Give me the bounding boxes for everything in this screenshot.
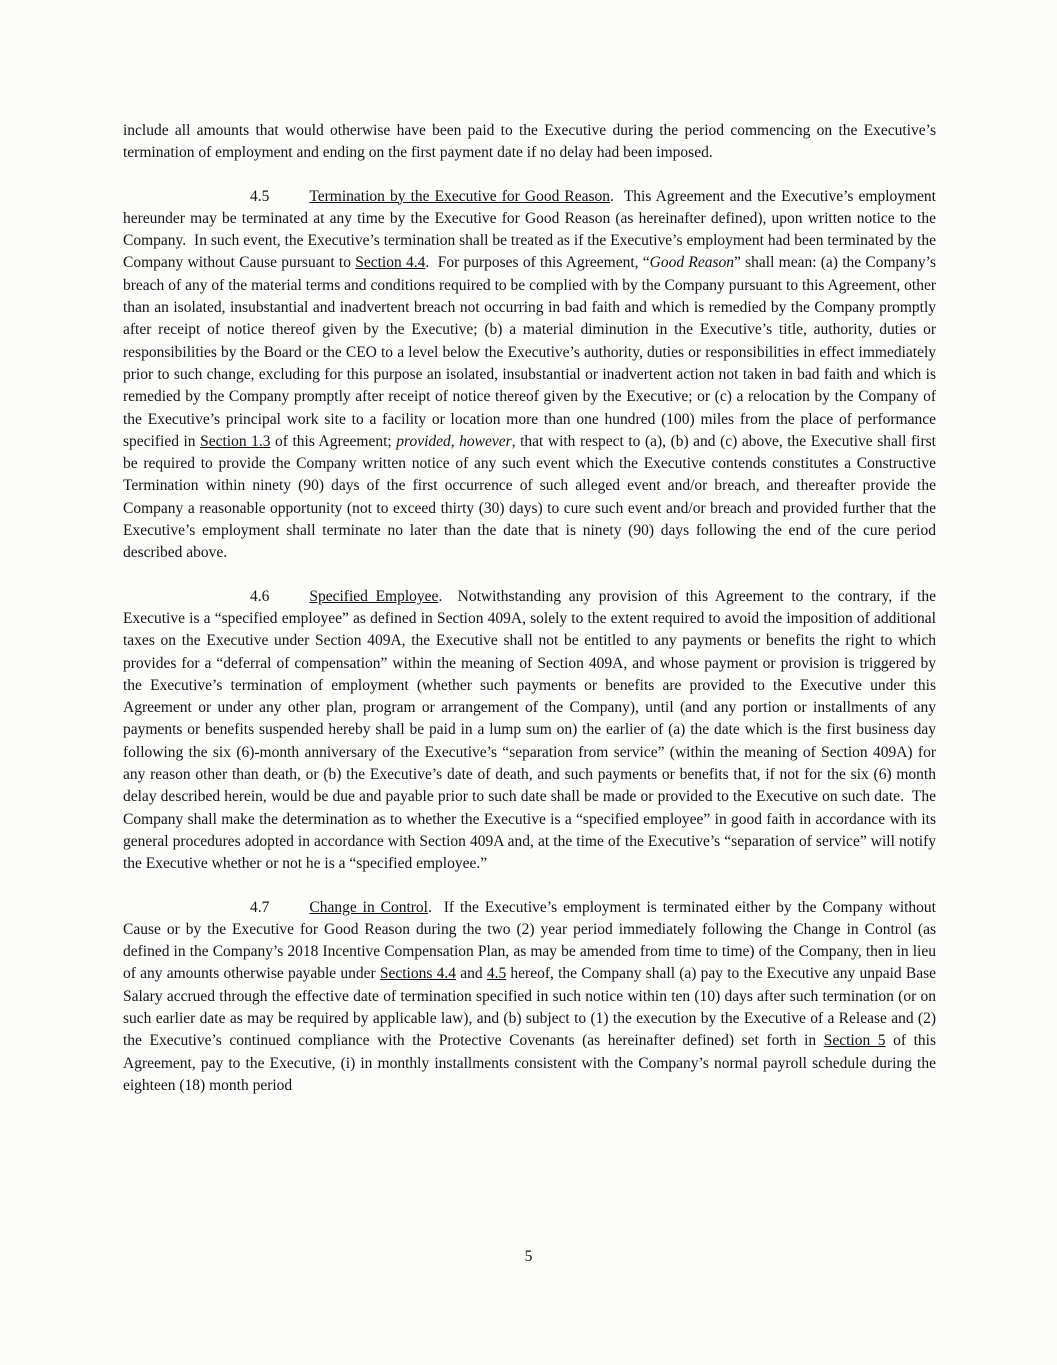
paragraph-section-4-6 xyxy=(123,586,936,876)
text-run: . If the Executive’s employment is terminated either by the Company without Cause or by the Executive for Good Reason during the two (2) year period immediately following the Change in Control (as defined in the Company’s 2018 Incentive Compensation Plan, as may be amended from time to time) of the Company, then in lieu of any amounts otherwise payable under xyxy=(123,898,936,983)
paragraph-section-4-7 xyxy=(123,897,936,1098)
text-run: Sections 4.4 xyxy=(379,965,456,983)
page-number: 5 xyxy=(524,1248,533,1265)
paragraph-section-4-5 xyxy=(123,186,936,565)
text-run: . This Agreement and the Executive’s employment hereunder may be terminated at any time by the Executive for Good Reason (as hereinafter defined), upon written notice to the Company. In such event, the Executive’s termination shall be treated as if the Executive’s employment had been terminated by the Company without Cause pursuant to xyxy=(123,187,936,272)
text-run: 4.6 xyxy=(250,587,270,605)
text-run: 4.7 xyxy=(250,898,270,916)
text-run: Change in Control xyxy=(309,898,428,916)
text-run: Specified Employee xyxy=(309,587,439,605)
text-run: . For purposes of this Agreement, “ xyxy=(425,254,650,272)
text-run: 4.5 xyxy=(486,965,507,983)
text-run: Section 5 xyxy=(823,1032,886,1050)
text-run: and xyxy=(456,965,487,983)
text-run: of this Agreement, pay to the Executive, (i) in monthly installments consistent with the Company’s normal payroll schedule during the eighteen (18) month period xyxy=(123,1032,936,1094)
text-run: Termination by the Executive for Good Reason xyxy=(309,187,611,205)
text-run: , that with respect to (a), (b) and (c) above, the Executive shall first be required to provide the Company written notice of any such event which the Executive contends constitutes a Constructive Termination within ninety (90) days of the first occurrence of such alleged event and/or breach, and thereafter provide the Company a reasonable opportunity (not to exceed thirty (30) days) to cure such event and/or breach and provided further that the Executive’s employment shall terminate no later than the date that is ninety (90) days following the end of the cure period described above. xyxy=(123,432,936,562)
text-run: Good Reason xyxy=(649,254,734,272)
paragraph-continuation xyxy=(123,120,936,165)
text-run: 4.5 xyxy=(250,187,270,205)
text-run: . Notwithstanding any provision of this Agreement to the contrary, if the Executive is a “specified employee” as defined in Section 409A, solely to the extent required to avoid the imposition of additional taxes on the Executive under Section 409A, the Executive shall not be entitled to any payments or benefits the right to which provides for a “deferral of compensation” within the meaning of Section 409A, and whose payment or provision is triggered by the Executive’s termination of employment (whether such payments or benefits are provided to the Executive under this Agreement or under any other plan, program or arrangement of the Company), until (and any portion or installments of any payments or benefits suspended hereby shall be paid in a lump sum on) the earlier of (a) the date which is the first business day following the six (6)-month anniversary of the Executive’s “separation from service” (within the meaning of Section 409A) for any reason other than death, or (b) the Executive’s date of death, and such payments or benefits that, if not for the six (6) month delay described herein, would be due and payable prior to such date shall be made or provided to the Executive on such date. The Company shall make the determination as to whether the Executive is a “specified employee” in good faith in accordance with its general procedures adopted in accordance with Section 409A and, at the time of the Executive’s “separation of service” will notify the Executive whether or not he is a “specified employee.” xyxy=(123,587,936,873)
text-run: of this Agreement; xyxy=(270,432,397,450)
text-run: Section 1.3 xyxy=(200,432,271,450)
text-run: ” shall mean: (a) the Company’s breach of any of the material terms and conditions required to be complied with by the Company pursuant to this Agreement, other than an isolated, insubstantial and inadvertent breach not occurring in bad faith and which is remedied by the Company promptly after receipt of notice thereof given by the Executive; (b) a material diminution in the Executive’s title, authority, duties or responsibilities by the Board or the CEO to a level below the Executive’s authority, duties or responsibilities in effect immediately prior to such change, excluding for this purpose an isolated, insubstantial or inadvertent action not taken in bad faith and which is remedied by the Company promptly after receipt of notice thereof given by the Executive; or (c) a relocation by the Company of the Executive’s principal work site to a facility or location more than one hundred (100) miles from the place of performance specified in xyxy=(123,254,937,450)
text-run: Section 4.4 xyxy=(355,254,426,272)
document-body xyxy=(123,120,936,1118)
text-run: include all amounts that would otherwise have been paid to the Executive during the period commencing on the Executive’s termination of employment and ending on the first payment date if no delay had been imposed. xyxy=(123,122,936,162)
text-run: hereof, the Company shall (a) pay to the Executive any unpaid Base Salary accrued through the effective date of termination specified in such notice within ten (10) days after such termination (or on such earlier date as may be required by applicable law), and (b) subject to (1) the execution by the Executive of a Release and (2) the Executive’s continued compliance with the Protective Covenants (as hereinafter defined) set forth in xyxy=(123,965,937,1050)
text-run: provided, however xyxy=(396,432,512,450)
